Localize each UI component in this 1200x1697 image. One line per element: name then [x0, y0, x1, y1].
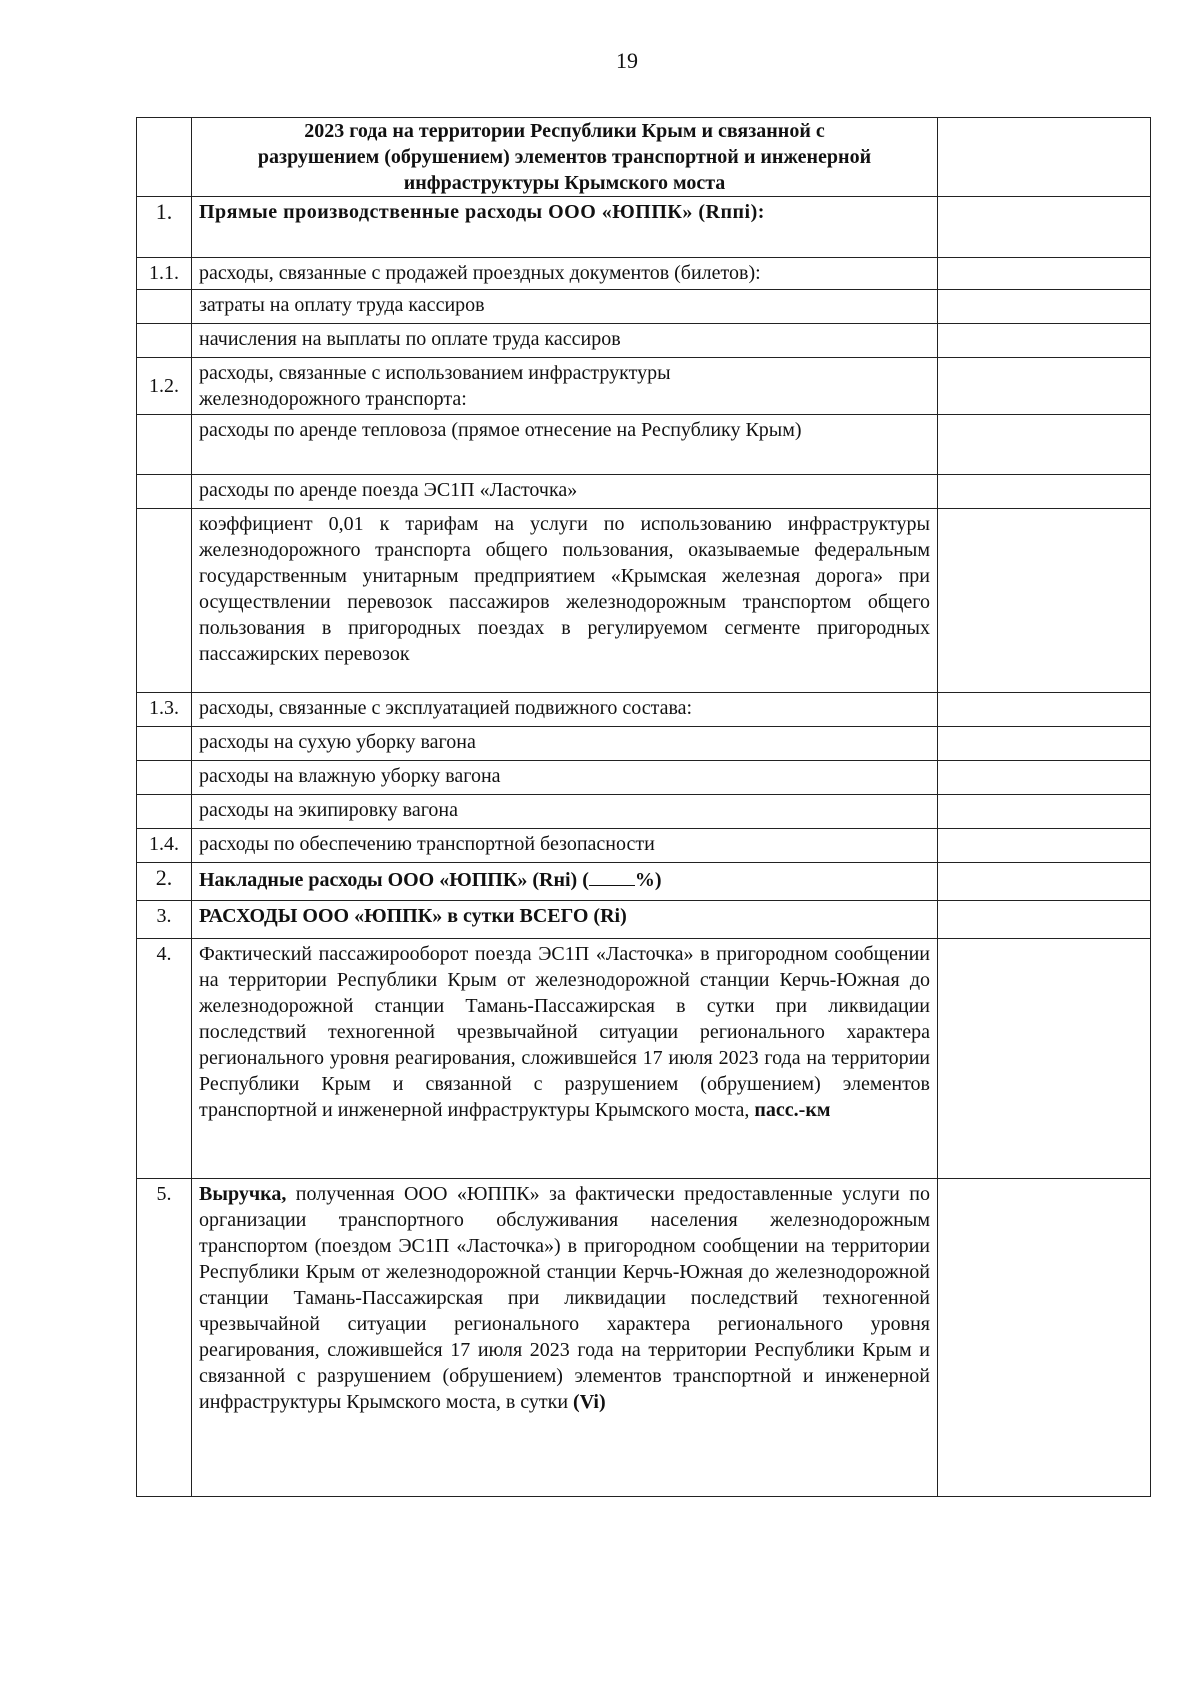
- table-row: [137, 795, 1151, 829]
- row-number-cell: [137, 475, 192, 509]
- value-cell: [938, 693, 1151, 727]
- table-row: [137, 509, 1151, 693]
- row-number-cell: [137, 795, 192, 829]
- row-text: расходы на экипировку вагона: [192, 795, 938, 829]
- row-number: 1.2.: [137, 358, 192, 415]
- table-row: [137, 939, 1151, 1179]
- row-text: расходы, связанные с эксплуатацией подвижного состава:: [192, 693, 938, 727]
- row-number-cell: [137, 290, 192, 324]
- value-cell: [938, 901, 1151, 939]
- table-row: [137, 258, 1151, 290]
- passenger-turnover-unit: пасс.-км: [754, 1099, 831, 1121]
- value-cell: [938, 727, 1151, 761]
- row-text: затраты на оплату труда кассиров: [192, 290, 938, 324]
- revenue-text: полученная ООО «ЮППК» за фактически предоставленные услуги по организации транспортного обслуживания населения железнодорожным транспортом (поездом ЭС1П «Ласточка») в пригородном сообщении на территории Республики Крым от железнодорожной станции Керчь-Южная до железнодорожной станции Тамань-Пассажирская при ликвидации последствий техногенной чрезвычайной ситуации регионального характера регионального уровня реагирования, сложившейся 17 июля 2023 года на территории Республики Крым и связанной с разрушением (обрушением) элементов транспортной и инженерной инфраструктуры Крымского моста, в сутки: [199, 1183, 931, 1413]
- value-cell: [938, 829, 1151, 863]
- row-number-cell: [137, 761, 192, 795]
- row-text: расходы на сухую уборку вагона: [192, 727, 938, 761]
- table-row: [137, 415, 1151, 475]
- row-number: 1.1.: [137, 258, 192, 290]
- row-number: 5.: [137, 1179, 192, 1497]
- value-cell: [938, 863, 1151, 901]
- page-number: 19: [616, 48, 638, 73]
- value-cell: [938, 358, 1151, 415]
- passenger-turnover-text: Фактический пассажирооборот поезда ЭС1П «Ласточка» в пригородном сообщении на территории Республики Крым от железнодорожной станции Керчь-Южная до железнодорожной станции Тамань-Пассажирская в сутки при ликвидации последствий техногенной чрезвычайной ситуации регионального характера регионального уровня реагирования, сложившейся 17 июля 2023 года на территории Республики Крым и связанной с разрушением (обрушением) элементов транспортной и инженерной инфраструктуры Крымского моста,: [199, 943, 930, 1121]
- overhead-percent-blank: [589, 865, 635, 886]
- row-number-cell: [137, 509, 192, 693]
- table-row: [137, 863, 1151, 901]
- row-text: расходы по аренде поезда ЭС1П «Ласточка»: [192, 475, 938, 509]
- row-number-cell: [137, 415, 192, 475]
- row-text: начисления на выплаты по оплате труда кассиров: [192, 324, 938, 358]
- table-row-header: [137, 118, 1151, 197]
- value-cell: [938, 1179, 1151, 1497]
- row-text: РАСХОДЫ ООО «ЮППК» в сутки ВСЕГО (Ri): [192, 901, 938, 939]
- table-row: [137, 761, 1151, 795]
- table-row: [137, 475, 1151, 509]
- row-text: расходы по аренде тепловоза (прямое отнесение на Республику Крым): [192, 415, 938, 475]
- value-cell: [938, 795, 1151, 829]
- table-row: [137, 693, 1151, 727]
- overhead-label: Накладные расходы ООО «ЮППК» (Rнi) (: [199, 869, 589, 891]
- table-row: [137, 290, 1151, 324]
- table-row: [137, 901, 1151, 939]
- expense-table: [136, 117, 1151, 1497]
- revenue-symbol: (Vi): [573, 1391, 606, 1413]
- value-cell: [938, 939, 1151, 1179]
- value-cell: [938, 197, 1151, 258]
- table-row: [137, 358, 1151, 415]
- row-number: 4.: [137, 939, 192, 1179]
- table-row: [137, 197, 1151, 258]
- row-number-cell: [137, 727, 192, 761]
- table-row: [137, 829, 1151, 863]
- table-row: [137, 324, 1151, 358]
- row-number: 3.: [137, 901, 192, 939]
- row-text: [192, 939, 938, 1179]
- row-text: расходы, связанные с использованием инфраструктуры железнодорожного транспорта:: [192, 358, 938, 415]
- row-text: расходы, связанные с продажей проездных документов (билетов):: [192, 258, 938, 290]
- table-row: [137, 727, 1151, 761]
- revenue-lead: Выручка,: [199, 1183, 287, 1205]
- table-row: [137, 1179, 1151, 1497]
- value-cell: [938, 475, 1151, 509]
- row-number: 1.3.: [137, 693, 192, 727]
- row-text: коэффициент 0,01 к тарифам на услуги по использованию инфраструктуры железнодорожного транспорта общего пользования, оказываемые федеральным государственным унитарным предприятием «Крымская железная дорога» при осуществлении перевозок пассажиров железнодорожным транспортом общего пользования в пригородных поездах в регулируемом сегменте пригородных пассажирских перевозок: [192, 509, 938, 693]
- value-cell: [938, 290, 1151, 324]
- value-cell: [938, 324, 1151, 358]
- row-number-cell: [137, 324, 192, 358]
- row-number: 1.4.: [137, 829, 192, 863]
- value-cell: [938, 509, 1151, 693]
- table-header-text: 2023 года на территории Республики Крым и связанной с разрушением (обрушением) элементов транспортной и инженерной инфраструктуры Крымского моста: [192, 118, 938, 197]
- value-cell: [938, 761, 1151, 795]
- row-text: [192, 1179, 938, 1497]
- row-text: Прямые производственные расходы ООО «ЮППК» (Rппi):: [192, 197, 938, 258]
- row-text: расходы по обеспечению транспортной безопасности: [192, 829, 938, 863]
- row-text: [192, 863, 938, 901]
- row-number: 1.: [137, 197, 192, 258]
- overhead-label-end: %): [634, 869, 662, 891]
- value-cell: [938, 415, 1151, 475]
- row-text: расходы на влажную уборку вагона: [192, 761, 938, 795]
- row-number-cell: [137, 118, 192, 197]
- value-cell: [938, 258, 1151, 290]
- row-number: 2.: [137, 863, 192, 901]
- value-cell: [938, 118, 1151, 197]
